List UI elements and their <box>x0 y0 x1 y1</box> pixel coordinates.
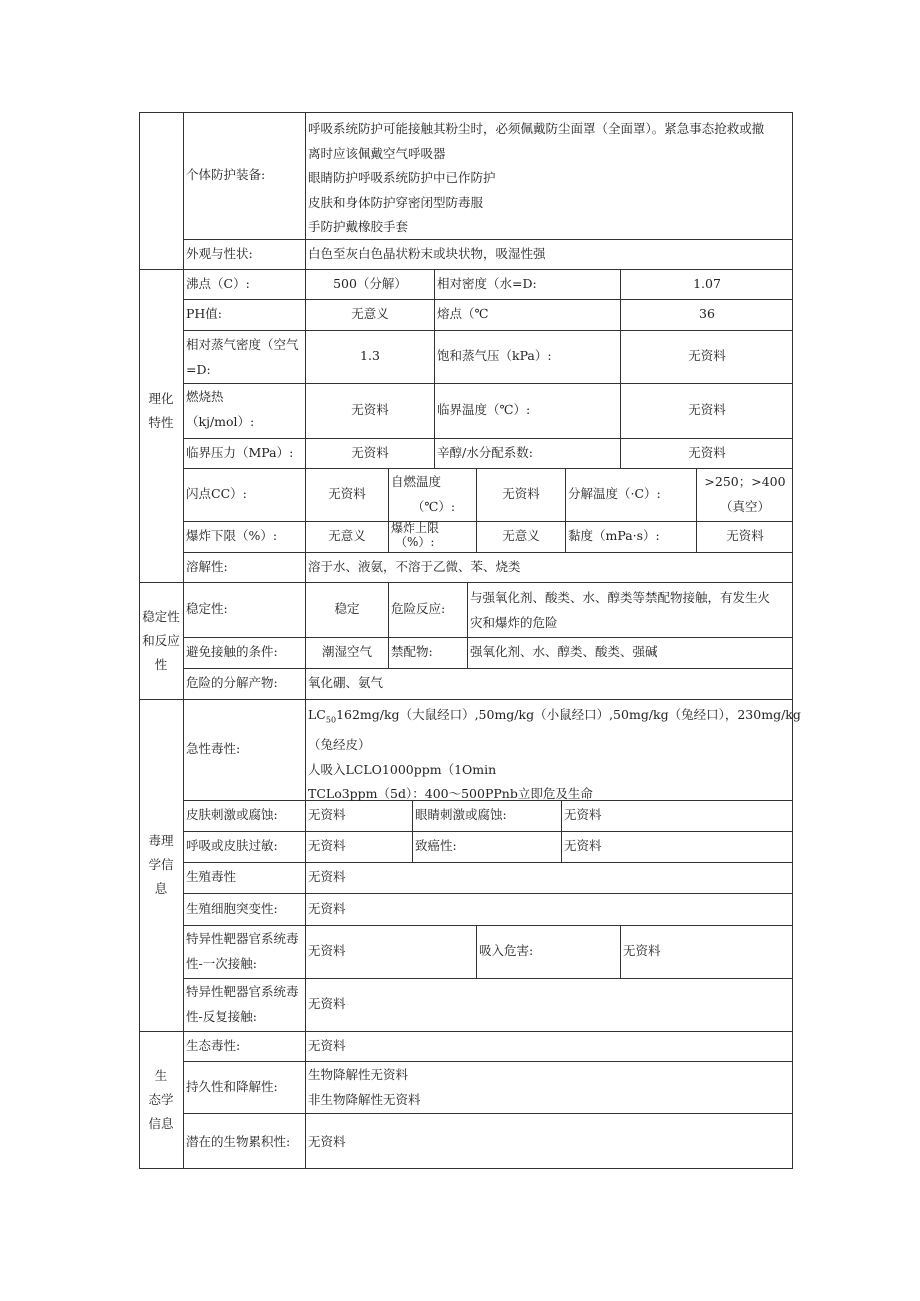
category-line: 稳定性 <box>142 608 180 624</box>
uel-label <box>389 521 476 552</box>
category-line: 学信 <box>148 857 174 872</box>
ecotox-value: 无资料 <box>308 1037 346 1053</box>
acute-ld50-line <box>308 703 801 733</box>
ph-label: PH值: <box>186 306 223 322</box>
hazard-reaction-value <box>468 586 793 637</box>
label-line: （℃）: <box>411 498 456 514</box>
incompat-value: 强氧化剂、水、醇类、酸类、强碱 <box>470 644 658 660</box>
autoignition-label <box>389 470 476 521</box>
stot-repeat-label <box>184 980 305 1031</box>
category-line: 信息 <box>148 1116 174 1131</box>
physchem-category <box>139 239 183 582</box>
msds-table <box>139 112 801 1169</box>
toxicology-category <box>139 699 183 1031</box>
eye-label: 眼睛刺激或腐蚀: <box>415 807 507 823</box>
decomposition-value <box>697 470 793 521</box>
stot-single-value: 无资料 <box>308 943 346 959</box>
viscosity-value: 无资料 <box>726 528 764 544</box>
density-label: 相对密度（水=D: <box>437 275 537 291</box>
hazard-reaction-label: 危险反应: <box>391 601 446 617</box>
acute-label: 急性毒性: <box>186 741 241 757</box>
label-line: 爆炸上限 <box>391 521 440 535</box>
combustion-label <box>184 385 305 438</box>
label-line: 燃烧热 <box>186 389 224 404</box>
lel-value: 无意义 <box>328 528 366 544</box>
category-line: 性 <box>154 656 168 672</box>
decomp-products-label: 危险的分解产物: <box>186 675 278 691</box>
category-line: 特性 <box>148 414 174 430</box>
sensitization-label: 呼吸或皮肤过敏: <box>186 838 278 854</box>
avoid-label: 避免接触的条件: <box>186 644 278 660</box>
ecotox-label: 生态毒性: <box>186 1037 241 1053</box>
category-line: 和反应 <box>142 632 180 648</box>
autoignition-value: 无资料 <box>502 486 540 502</box>
label-line: 自燃温度 <box>391 474 442 489</box>
boiling-label: 沸点（C）: <box>186 275 250 291</box>
category-line: 毒理 <box>148 833 174 848</box>
density-value: 1.07 <box>693 275 721 291</box>
ppe-line: 手防护戴橡胶手套 <box>308 219 409 234</box>
decomposition-label: 分解温度（·C）: <box>568 486 661 502</box>
category-line: 息 <box>154 881 168 896</box>
vapor-pressure-value: 无资料 <box>688 348 726 364</box>
acute-line: TCLo3ppm（5d）：400〜500PPnb立即危及生命 <box>308 786 593 801</box>
sensitization-value: 无资料 <box>308 838 346 854</box>
aspiration-label: 吸入危害: <box>479 943 534 959</box>
value-line: 非生物降解性无资料 <box>308 1091 421 1107</box>
melting-label: 熔点（℃ <box>437 306 489 322</box>
flash-label: 闪点CC）: <box>186 486 247 502</box>
value-line: 生物降解性无资料 <box>308 1067 409 1082</box>
carcinogenicity-value: 无资料 <box>564 838 602 854</box>
value-line: 灾和爆炸的危险 <box>470 614 558 630</box>
value-line: 与强氧化剂、酸类、水、醇类等禁配物接触，有发生火 <box>470 590 771 605</box>
appearance-label: 外观与性状: <box>186 245 253 261</box>
acute-line: 人吸入LCLO1000ppm（1Omin <box>308 761 497 777</box>
melting-value: 36 <box>699 306 715 322</box>
bioaccum-value: 无资料 <box>308 1133 346 1149</box>
skin-label: 皮肤刺激或腐蚀: <box>186 807 278 823</box>
ppe-line: 离时应该佩戴空气呼吸器 <box>308 145 446 161</box>
ecology-category <box>139 1031 183 1169</box>
ppe-label: 个体防护装备: <box>186 167 266 183</box>
flash-value: 无资料 <box>328 486 366 502</box>
ph-value: 无意义 <box>351 306 389 322</box>
critical-temp-label: 临界温度（℃）: <box>437 402 531 418</box>
label-line: 特异性靶器官系统毒 <box>186 984 299 999</box>
stability-value: 稳定 <box>334 601 360 617</box>
persistence-value <box>306 1063 793 1113</box>
uel-value: 无意义 <box>502 528 540 544</box>
stot-repeat-value: 无资料 <box>308 996 346 1012</box>
ppe-line: 呼吸系统防护可能接触其粉尘时，必须佩戴防尘面罩（全面罩）。紧急事态抢救或撤 <box>308 121 765 136</box>
ld-rest: 162mg/kg（大鼠经口）,50mg/kg（小鼠经口）,50mg/kg（兔经口），230mg/kg <box>336 707 801 722</box>
ppe-value <box>306 117 793 239</box>
critical-temp-value: 无资料 <box>688 402 726 418</box>
combustion-value: 无资料 <box>351 402 389 418</box>
carcinogenicity-label: 致癌性: <box>415 838 457 854</box>
mutagenicity-label: 生殖细胞突变性: <box>186 900 278 916</box>
lel-label: 爆炸下限（%）: <box>186 528 278 544</box>
partition-value: 无资料 <box>688 444 726 460</box>
avoid-value: 潮湿空气 <box>321 644 372 660</box>
bioaccum-label: 潜在的生物累积性: <box>186 1133 291 1149</box>
critical-pressure-label: 临界压力（MPa）: <box>186 444 294 460</box>
label-line: 相对蒸气密度（空气 <box>186 337 299 352</box>
vapor-density-value: 1.3 <box>360 348 380 364</box>
label-line: 性-反复接触: <box>186 1008 257 1024</box>
acute-line: （兔经皮） <box>308 737 371 752</box>
ld-prefix: LC <box>308 707 326 722</box>
stot-single-label <box>184 927 305 978</box>
stability-category <box>139 582 183 699</box>
vapor-density-label <box>184 333 305 383</box>
appearance-value: 白色至灰白色晶状粉末或块状物，吸湿性强 <box>308 245 546 261</box>
reproductive-label: 生殖毒性 <box>186 869 237 885</box>
category-line: 理化 <box>148 390 174 406</box>
mutagenicity-value: 无资料 <box>308 900 346 916</box>
category-line: 生 <box>154 1068 168 1083</box>
decomp-products-value: 氧化硼、氨气 <box>308 675 384 691</box>
value-line: >250；>400 <box>704 474 786 489</box>
label-line: 性-一次接触: <box>186 955 257 971</box>
ppe-line: 皮肤和身体防护穿密闭型防毒服 <box>308 194 484 210</box>
label-line: 特异性靶器官系统毒 <box>186 931 299 946</box>
label-line: （%）: <box>395 535 435 549</box>
partition-label: 辛醇/水分配系数: <box>437 444 533 460</box>
incompat-label: 禁配物: <box>391 644 433 660</box>
ld-sub: 50 <box>325 715 337 725</box>
viscosity-label: 黏度（mPa·s）: <box>568 528 660 544</box>
value-line: （真空） <box>719 498 770 514</box>
category-line: 态学 <box>148 1092 174 1107</box>
ppe-line: 眼睛防护呼吸系统防护中已作防护 <box>308 170 496 185</box>
vapor-pressure-label: 饱和蒸气压（kPa）: <box>437 348 552 364</box>
eye-value: 无资料 <box>564 807 602 823</box>
solubility-label: 溶解性: <box>186 558 228 574</box>
persistence-label: 持久性和降解性: <box>186 1078 278 1094</box>
skin-value: 无资料 <box>308 807 346 823</box>
critical-pressure-value: 无资料 <box>351 444 389 460</box>
solubility-value: 溶于水、液氨，不溶于乙微、苯、烧类 <box>308 558 521 574</box>
stability-label: 稳定性: <box>186 601 228 617</box>
boiling-value: 500（分解） <box>333 275 407 291</box>
reproductive-value: 无资料 <box>308 869 346 885</box>
label-line: （kj/mol）: <box>186 413 255 429</box>
label-line: =D: <box>186 361 211 377</box>
aspiration-value: 无资料 <box>623 943 661 959</box>
acute-value <box>306 703 801 801</box>
